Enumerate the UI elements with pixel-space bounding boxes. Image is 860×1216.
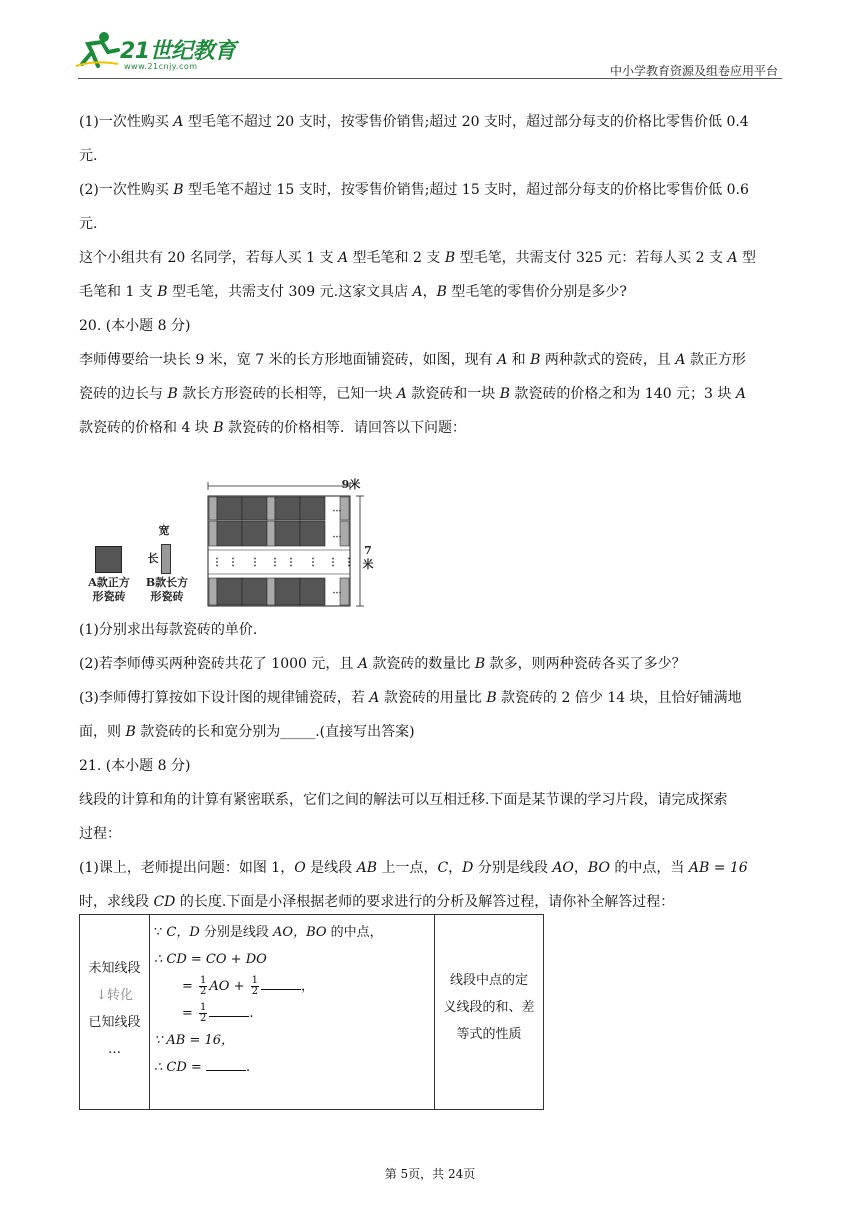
step-1: ∵ C，D 分别是线段 AO，BO 的中点， xyxy=(154,925,383,940)
vdots-6: ⋮ xyxy=(308,557,318,568)
vdots-7: ⋮ xyxy=(328,557,338,568)
q20-p3: 款瓷砖的价格和 4 块 B 款瓷砖的价格相等．请回答以下问题： xyxy=(79,420,467,436)
q21-p4: 时，求线段 CD 的长度.下面是小泽根据老师的要求进行的分析及解答过程，请你补全解答过程： xyxy=(79,894,675,910)
row2-ellipsis: ⋯ xyxy=(332,532,342,542)
vdots-8: ⋮ xyxy=(344,557,354,568)
step-5: ∵ AB = 16， xyxy=(154,1033,235,1048)
logo-wordmark: 21世纪教育 xyxy=(120,39,236,64)
vdots-4: ⋮ xyxy=(270,557,280,568)
a-tile-sample xyxy=(95,546,122,573)
analysis-column: 未知线段 ↓转化 已知线段 … xyxy=(80,915,150,1110)
width-dimension-label: 9米 xyxy=(341,478,361,491)
q19-para1: 这个小组共有 20 名同学，若每人买 1 支 A 型毛笔和 2 支 B 型毛笔，共需支付 325 元：若每人买 2 支 A 型 xyxy=(79,250,757,266)
solution-steps xyxy=(150,915,435,1110)
blank-3[interactable] xyxy=(206,1057,246,1071)
blank-1[interactable] xyxy=(261,976,301,990)
solution-table xyxy=(79,914,544,1110)
q19-rule2-end: 元. xyxy=(79,216,98,232)
q21-p2: 过程： xyxy=(79,826,121,842)
b-width-label: 宽 xyxy=(158,524,170,537)
step-3: = $\frac{1}{2}$ AO + $\frac{1}{2}$ ， xyxy=(182,975,314,997)
q20-sub3-cont: 面，则 B 款瓷砖的长和宽分别为_____.(直接写出答案) xyxy=(79,724,415,740)
runner-icon xyxy=(74,30,122,70)
step-2: ∴ CD = CO + DO xyxy=(154,952,267,967)
q21-title: 21. (本小题 8 分) xyxy=(79,758,191,774)
q21-p3: (1)课上，老师提出问题：如图 1，O 是线段 AB 上一点，C，D 分别是线段 AO，BO 的中点，当 AB = 16 xyxy=(79,860,748,876)
q19-rule2: (2)一次性购买 B 型毛笔不超过 15 支时，按零售价销售;超过 15 支时，超过部分每支的价格比零售价低 0.6 xyxy=(79,182,749,198)
step-6: ∴ CD = . xyxy=(154,1054,430,1081)
platform-name: 中小学教育资源及组卷应用平台 xyxy=(609,64,778,78)
vdots-1: ⋮ xyxy=(212,557,222,568)
site-logo xyxy=(74,30,254,78)
page-number: 第 5页，共 24页 xyxy=(384,1167,476,1181)
q19-rule1-end: 元. xyxy=(79,148,98,164)
vdots-2: ⋮ xyxy=(228,557,238,568)
q20-title: 20. (本小题 8 分) xyxy=(79,318,191,334)
tile-figure xyxy=(78,472,378,612)
height-dimension-label: 7米 xyxy=(362,544,374,571)
q19-rule1: (1)一次性购买 A 型毛笔不超过 20 支时，按零售价销售;超过 20 支时，超过部分每支的价格比零售价低 0.4 xyxy=(79,114,749,130)
q19-para2: 毛笔和 1 支 B 型毛笔，共需支付 309 元.这家文具店 A，B 型毛笔的零售价分别是多少? xyxy=(79,284,627,300)
q20-sub1: (1)分别求出每款瓷砖的单价. xyxy=(79,622,258,638)
row3-ellipsis: ⋯ xyxy=(332,588,342,598)
q20-sub2: (2)若李师傅买两种瓷砖共花了 1000 元，且 A 款瓷砖的数量比 B 款多，则两种瓷砖各买了多少？ xyxy=(79,656,686,672)
q21-p1: 线段的计算和角的计算有紧密联系，它们之间的解法可以互相迁移.下面是某节课的学习片段，请完成探索 xyxy=(79,792,728,808)
q20-p1: 李师傅要给一块长 9 米，宽 7 米的长方形地面铺瓷砖，如图，现有 A 和 B 两种款式的瓷砖，且 A 款正方形 xyxy=(79,352,746,368)
b-tile-sample xyxy=(161,544,171,574)
logo-url: www.21cnjy.com xyxy=(124,62,198,71)
b-tile-label: B款长方 形瓷砖 xyxy=(145,576,189,603)
floor-plan xyxy=(202,472,374,612)
vdots-3: ⋮ xyxy=(250,557,260,568)
q20-sub3: (3)李师傅打算按如下设计图的规律铺瓷砖，若 A 款瓷砖的用量比 B 款瓷砖的 2 倍少 14 块，且恰好铺满地 xyxy=(79,690,742,706)
q20-p2: 瓷砖的边长与 B 款长方形瓷砖的长相等，已知一块 A 款瓷砖和一块 B 款瓷砖的价格之和为 140 元；3 块 A xyxy=(79,386,746,402)
header-divider xyxy=(78,78,782,79)
a-tile-label: A款正方 形瓷砖 xyxy=(88,576,130,603)
b-length-label: 长 xyxy=(147,552,159,565)
vdots-5: ⋮ xyxy=(286,557,296,568)
step-4: = $\frac{1}{2}$ . xyxy=(182,1002,254,1024)
row1-ellipsis: ⋯ xyxy=(332,506,342,516)
blank-2[interactable] xyxy=(209,1003,249,1017)
page-header xyxy=(0,0,860,80)
reason-column: 线段中点的定 义线段的和、差 等式的性质 xyxy=(435,915,544,1110)
